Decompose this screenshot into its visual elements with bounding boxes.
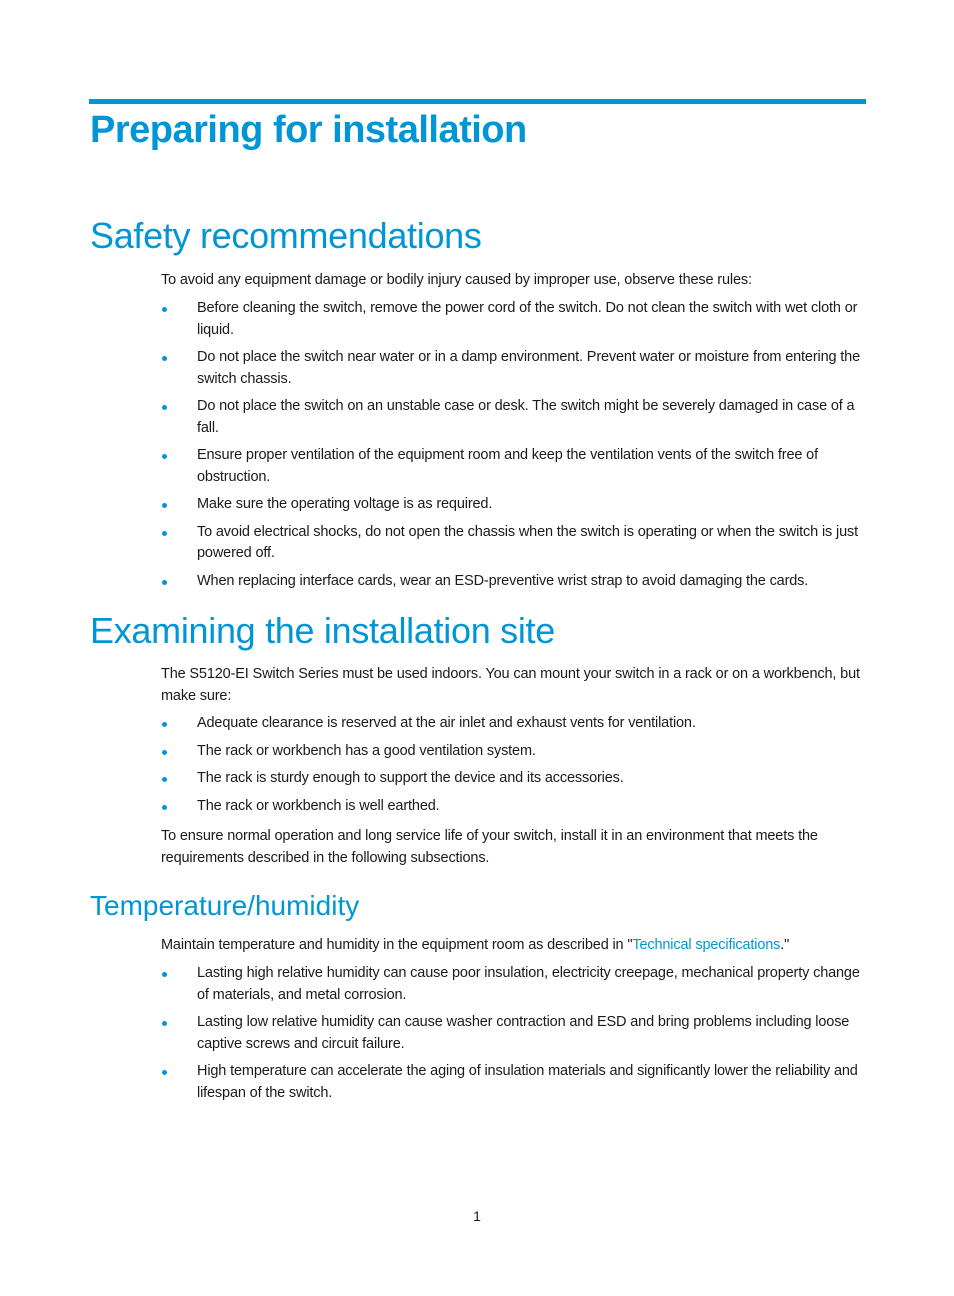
bullet-icon [162, 503, 167, 508]
chapter-rule [89, 99, 866, 104]
list-item: When replacing interface cards, wear an ESD-preventive wrist strap to avoid damaging the cards. [161, 571, 871, 593]
list-item: Lasting high relative humidity can cause poor insulation, electricity creepage, mechanical property change of materials, and metal corrosion. [161, 963, 871, 1006]
bullet-icon [162, 580, 167, 585]
temperature-intro: Maintain temperature and humidity in the equipment room as described in "Technical specifications." [161, 937, 790, 953]
temperature-heading: Temperature/humidity [90, 890, 360, 921]
page-number: 1 [473, 1208, 481, 1224]
bullet-icon [162, 972, 167, 977]
bullet-icon [162, 405, 167, 410]
bullet-icon [162, 454, 167, 459]
list-item: Before cleaning the switch, remove the power cord of the switch. Do not clean the switch with wet cloth or liquid. [161, 298, 871, 341]
safety-intro: To avoid any equipment damage or bodily injury caused by improper use, observe these rules: [161, 272, 752, 288]
bullet-icon [162, 531, 167, 536]
list-item: Make sure the operating voltage is as required. [161, 494, 871, 516]
list-item: Lasting low relative humidity can cause washer contraction and ESD and bring problems including loose captive screws and circuit failure. [161, 1012, 871, 1055]
bullet-icon [162, 307, 167, 312]
list-item: To avoid electrical shocks, do not open the chassis when the switch is operating or when the switch is just powered off. [161, 522, 871, 565]
list-item: Do not place the switch near water or in a damp environment. Prevent water or moisture from entering the switch chassis. [161, 347, 871, 390]
site-requirements-list [161, 713, 871, 823]
list-item: High temperature can accelerate the aging of insulation materials and significantly lower the reliability and lifespan of the switch. [161, 1061, 871, 1104]
temperature-points-list [161, 963, 871, 1110]
list-item: Ensure proper ventilation of the equipment room and keep the ventilation vents of the switch free of obstruction. [161, 445, 871, 488]
bullet-icon [162, 1021, 167, 1026]
list-item: Do not place the switch on an unstable case or desk. The switch might be severely damaged in case of a fall. [161, 396, 871, 439]
chapter-title: Preparing for installation [90, 109, 527, 151]
safety-rules-list [161, 298, 871, 598]
bullet-icon [162, 356, 167, 361]
bullet-icon [162, 722, 167, 727]
list-item: The rack or workbench is well earthed. [161, 796, 871, 818]
technical-specifications-link[interactable]: Technical specifications [632, 937, 781, 953]
site-outro: To ensure normal operation and long service life of your switch, install it in an environment that meets the requirements described in the following subsections. [161, 828, 818, 866]
list-item: Adequate clearance is reserved at the air inlet and exhaust vents for ventilation. [161, 713, 871, 735]
list-item: The rack is sturdy enough to support the device and its accessories. [161, 768, 871, 790]
bullet-icon [162, 777, 167, 782]
bullet-icon [162, 750, 167, 755]
site-heading: Examining the installation site [90, 610, 555, 651]
site-intro: The S5120-EI Switch Series must be used indoors. You can mount your switch in a rack or on a workbench, but make sure: [161, 666, 860, 704]
bullet-icon [162, 805, 167, 810]
safety-heading: Safety recommendations [90, 215, 482, 256]
bullet-icon [162, 1070, 167, 1075]
list-item: The rack or workbench has a good ventilation system. [161, 741, 871, 763]
